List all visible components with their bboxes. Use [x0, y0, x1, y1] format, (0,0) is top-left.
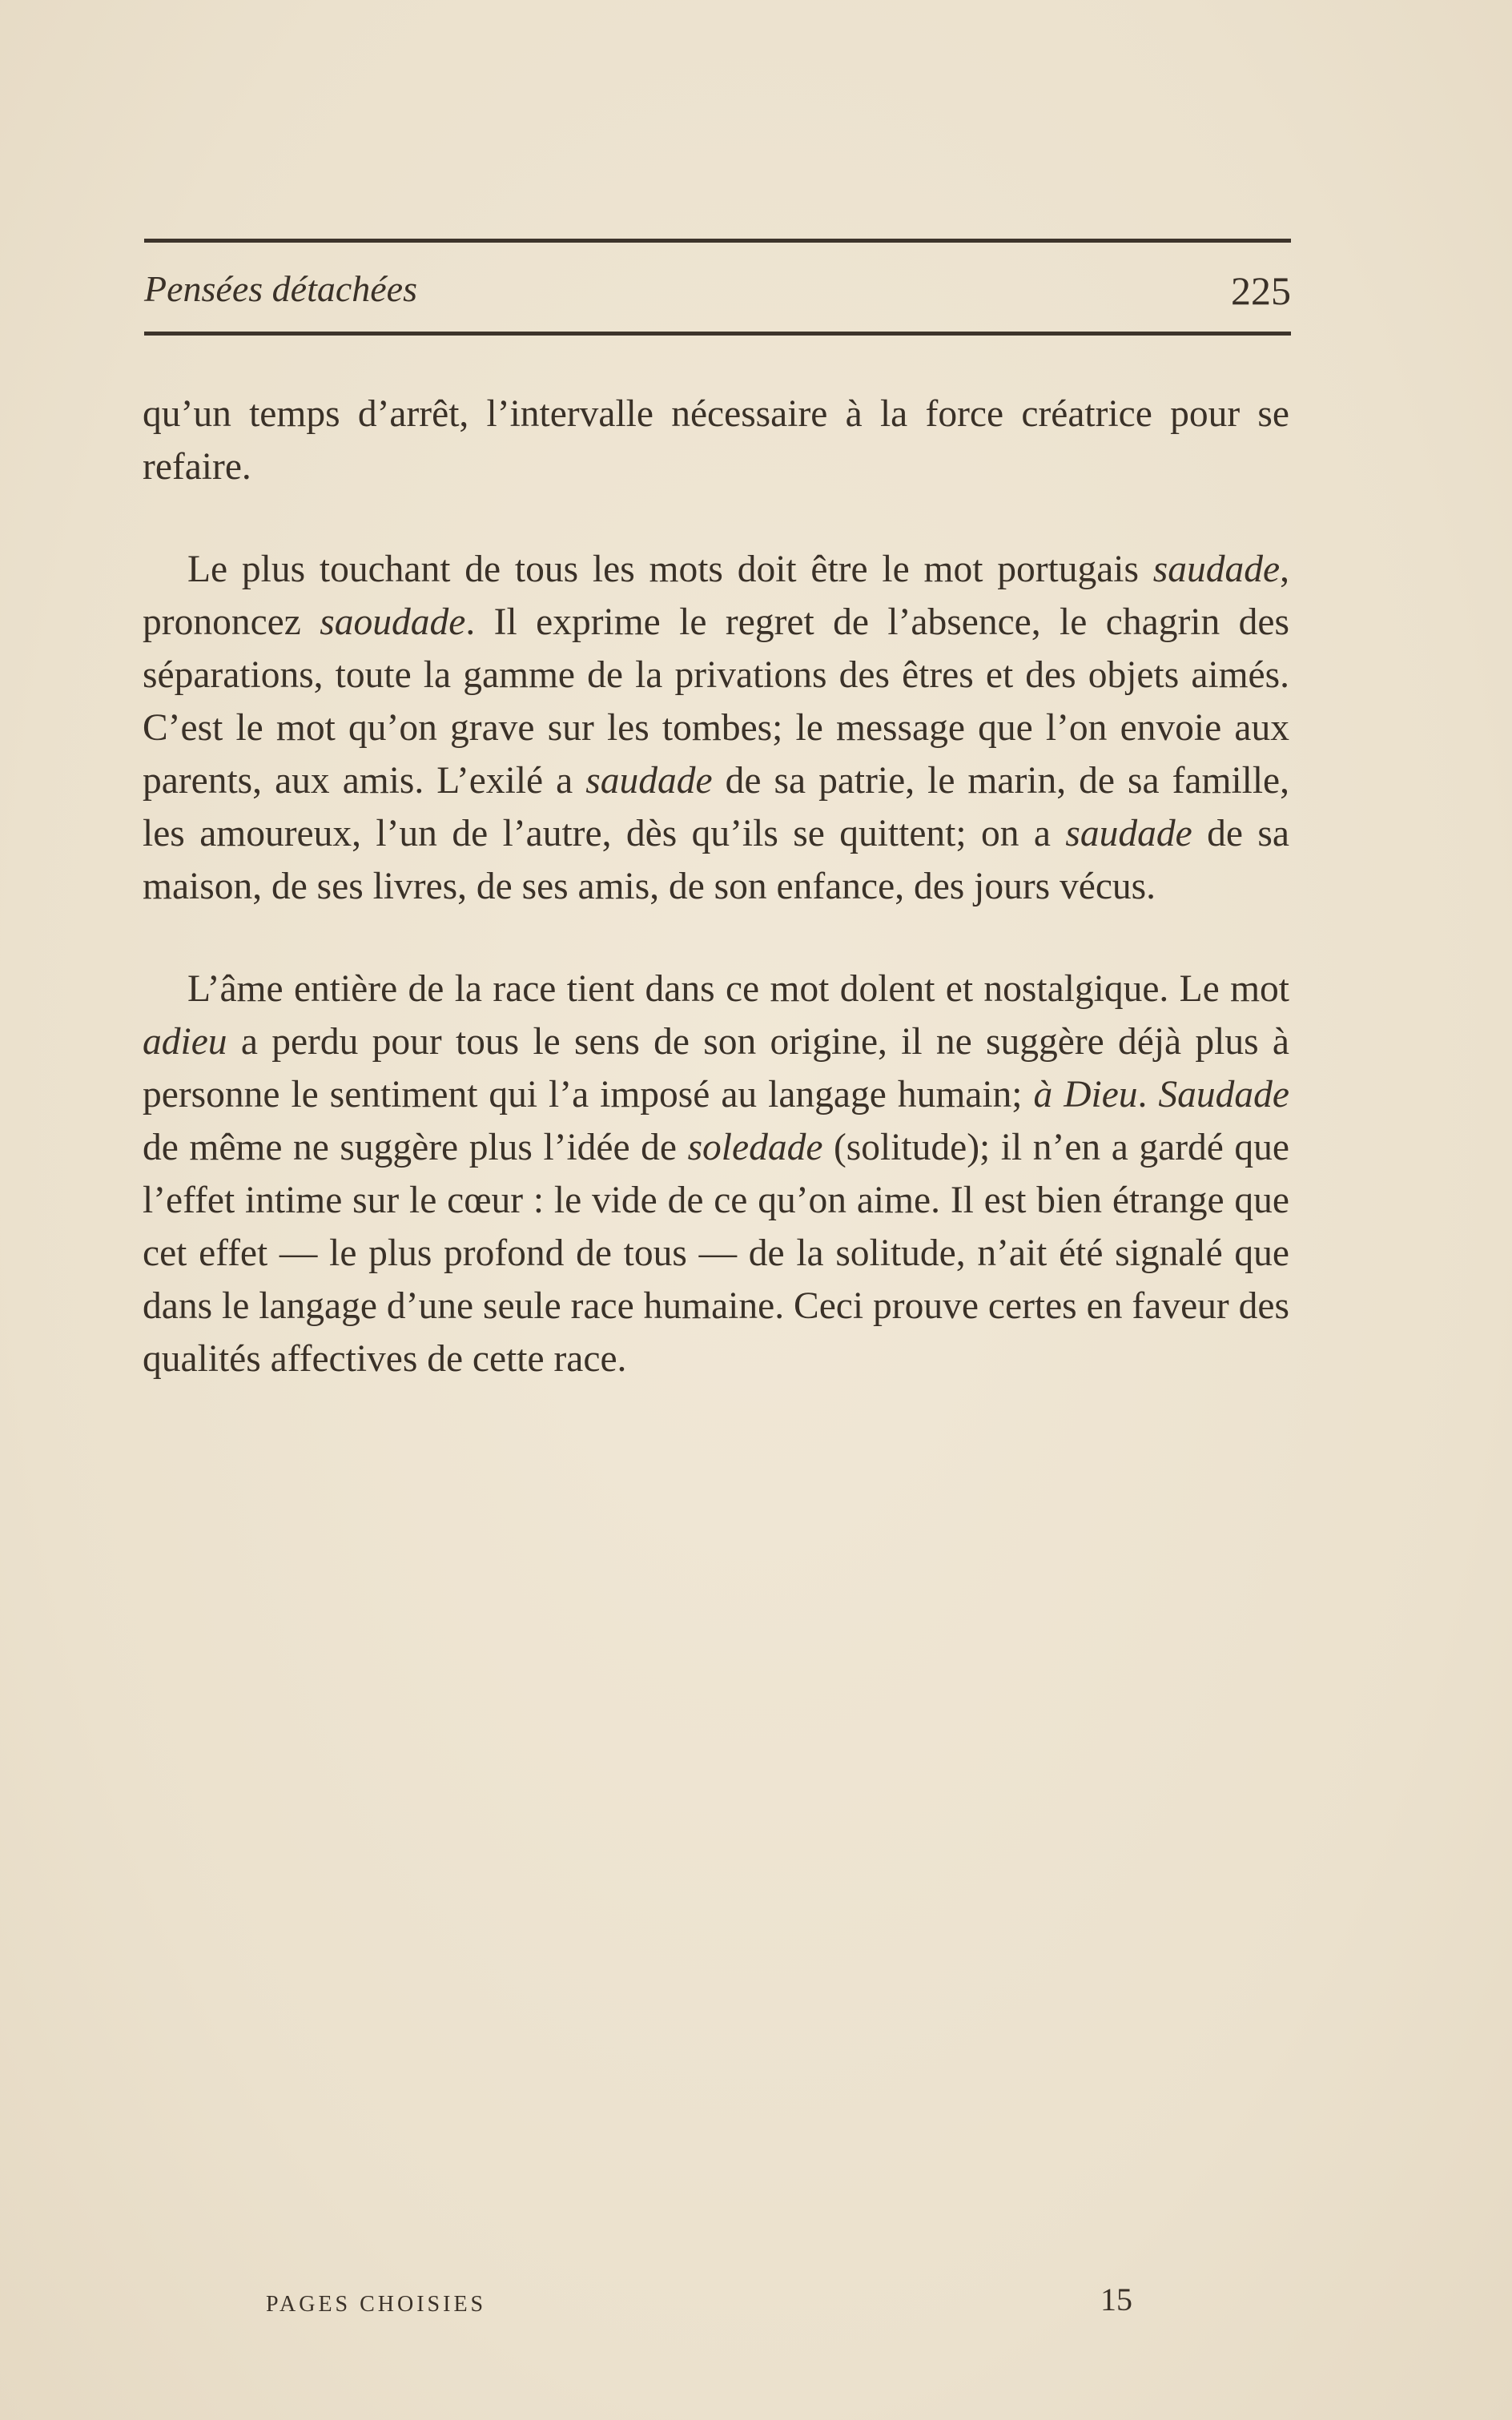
text-run: qu’un temps d’arrêt, l’intervalle nécessaire à la force créatrice pour se refaire.	[143, 393, 1289, 488]
paragraph-1	[143, 388, 1289, 493]
text-run: L’âme entière de la race tient dans ce mot dolent et nostalgique. Le mot	[187, 968, 1289, 1010]
text-run: . Il exprime le regret de l’absence, le chagrin des séparations, toute la gamme de la privations des êtres et des objets aimés. C’est le mot qu’on grave sur les tombes; le message que l’on envoie aux parents, aux amis. L’exilé a	[143, 601, 1289, 802]
header-rule-bottom	[144, 332, 1291, 336]
text-run: .	[1137, 1074, 1159, 1116]
italic-text-run: à Dieu	[1033, 1074, 1138, 1116]
paragraph-3	[143, 963, 1289, 1385]
italic-text-run: saudade	[1065, 813, 1192, 854]
italic-text-run: saoudade	[320, 601, 466, 643]
text-run: (solitude); il n’en a gardé que l’effet intime sur le cœur : le vide de ce qu’on aime. Il est bien étrange que cet effet — le plus profond de tous — de la solitude, n’ait été signalé que dans le langage d’une seule race humaine. Ceci prouve certes en faveur des qualités affectives de cette race.	[143, 1127, 1290, 1380]
footer-sheet-number: 15	[1100, 2281, 1132, 2317]
paragraph-2	[143, 543, 1289, 913]
italic-text-run: saudade	[585, 760, 713, 802]
text-run: de sa maison, de ses livres, de ses amis, de son enfance, des jours vécus.	[143, 813, 1289, 907]
italic-text-run: soledade	[687, 1127, 823, 1168]
body-text	[143, 388, 1289, 1385]
italic-text-run: saudade	[1152, 549, 1281, 590]
running-head	[144, 258, 1291, 322]
text-run: a perdu pour tous le sens de son origine, il ne suggère déjà plus à personne le sentiment qui l’a imposé au langage humain;	[143, 1021, 1289, 1116]
footer-signature: PAGES CHOISIES	[266, 2292, 487, 2317]
text-run: Le plus touchant de tous les mots doit être le mot portugais	[187, 549, 1153, 590]
page-number: 225	[1231, 268, 1291, 313]
header-rule-top	[144, 239, 1291, 243]
text-run: , prononcez	[143, 549, 1289, 643]
running-title: Pensées détachées	[144, 268, 418, 309]
italic-text-run: adieu	[143, 1021, 227, 1063]
text-run: de sa patrie, le marin, de sa famille, les amoureux, l’un de l’autre, dès qu’ils se quittent; on a	[143, 760, 1289, 854]
footer	[0, 2281, 1512, 2329]
text-run: de même ne suggère plus l’idée de	[143, 1127, 688, 1168]
italic-text-run: Saudade	[1158, 1074, 1289, 1116]
